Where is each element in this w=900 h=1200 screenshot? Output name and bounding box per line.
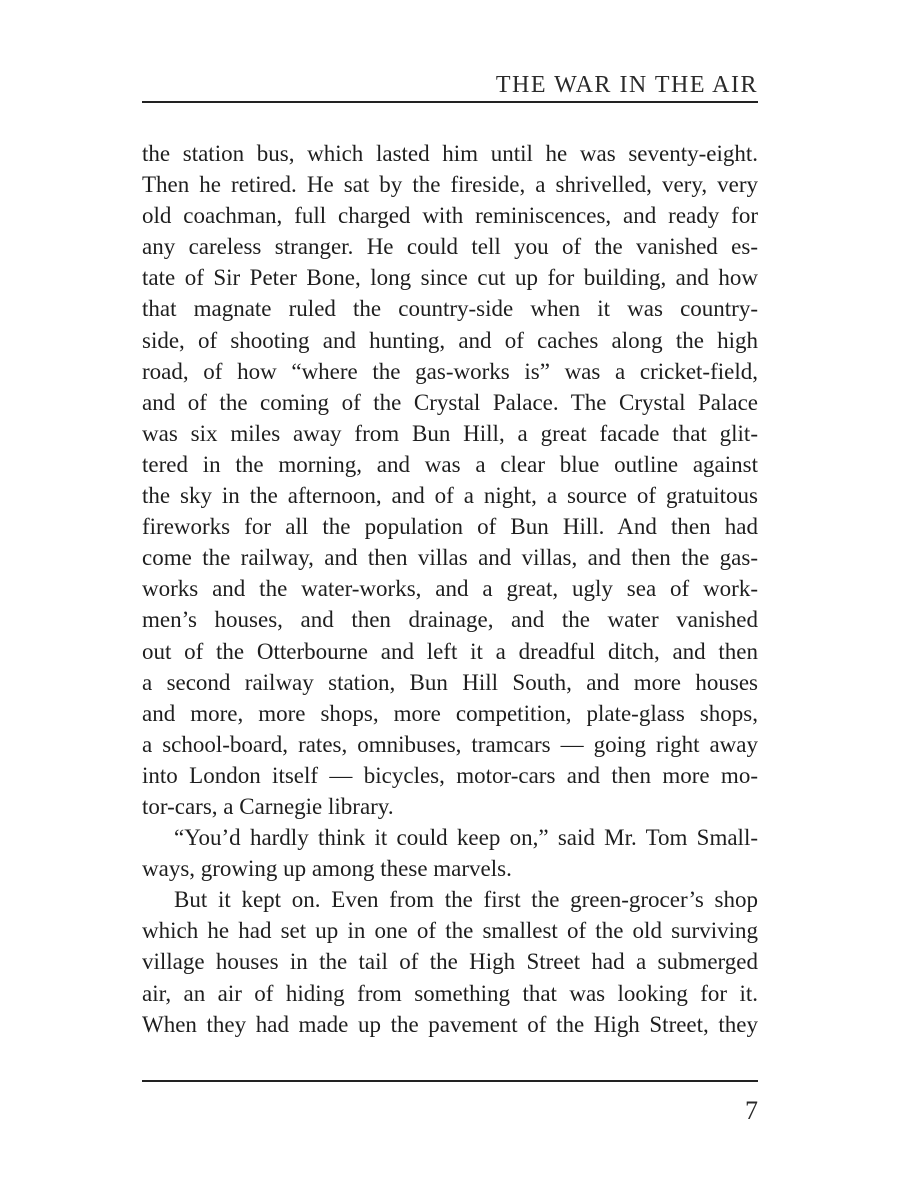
text-line: road, of how “where the gas-works is” was a cricket-field, [142, 358, 758, 384]
footer-rule [142, 1080, 758, 1082]
text-line: works and the water-works, and a great, ugly sea of work- [142, 576, 758, 602]
text-line: village houses in the tail of the High Street had a submerged [142, 949, 758, 975]
text-line: side, of shooting and hunting, and of caches along the high [142, 327, 758, 353]
text-line: “You’d hardly think it could keep on,” said Mr. Tom Small- [174, 825, 758, 851]
header-rule [142, 101, 758, 103]
text-line: tor-cars, a Carnegie library. [142, 793, 394, 819]
running-head: THE WAR IN THE AIR [495, 72, 758, 98]
text-line: When they had made up the pavement of the High Street, they [142, 1011, 758, 1037]
text-line: the station bus, which lasted him until he was seventy-eight. [142, 141, 758, 166]
text-line: ways, growing up among these marvels. [142, 856, 512, 882]
text-line: and more, more shops, more competition, plate-glass shops, [142, 700, 758, 726]
text-line: come the railway, and then villas and villas, and then the gas- [142, 545, 758, 571]
text-line: But it kept on. Even from the first the green-grocer’s shop [174, 887, 758, 913]
text-line: a school-board, rates, omnibuses, tramcars — going right away [142, 731, 758, 757]
text-line: a second railway station, Bun Hill South, and more houses [142, 669, 758, 695]
text-line: old coachman, full charged with reminiscences, and ready for [142, 203, 758, 229]
text-line: air, an air of hiding from something that was looking for it. [142, 980, 758, 1006]
text-line: out of the Otterbourne and left it a dreadful ditch, and then [142, 638, 758, 664]
text-line: tered in the morning, and was a clear blue outline against [142, 451, 758, 477]
text-line: that magnate ruled the country-side when it was country- [142, 296, 758, 322]
text-line: men’s houses, and then drainage, and the water vanished [142, 607, 758, 633]
text-line: any careless stranger. He could tell you of the vanished es- [142, 234, 758, 260]
body-text [142, 138, 758, 1040]
page-number: 7 [745, 1096, 758, 1125]
text-line: tate of Sir Peter Bone, long since cut up for building, and how [142, 265, 758, 291]
text-line: Then he retired. He sat by the fireside, a shrivelled, very, very [142, 172, 758, 198]
text-line: which he had set up in one of the smallest of the old surviving [142, 918, 758, 944]
text-line: fireworks for all the population of Bun Hill. And then had [142, 514, 758, 540]
text-line: into London itself — bicycles, motor-cars and then more mo- [142, 762, 758, 788]
text-line: the sky in the afternoon, and of a night, a source of gratuitous [142, 483, 758, 509]
text-line: and of the coming of the Crystal Palace. The Crystal Palace [142, 389, 758, 415]
text-line: was six miles away from Bun Hill, a great facade that glit- [142, 420, 758, 446]
